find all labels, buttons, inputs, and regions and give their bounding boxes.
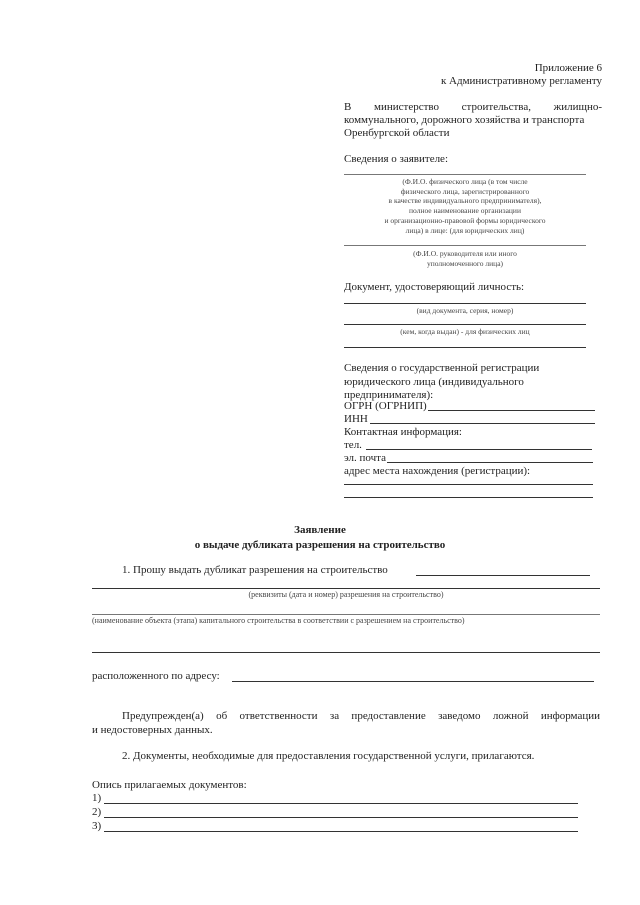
address-line-1[interactable] xyxy=(344,484,593,485)
representative-hint: (Ф.И.О. руководителя или иного уполномоченного лица) xyxy=(413,249,517,268)
id-doc-hint-2: (кем, когда выдан) - для физических лиц xyxy=(400,327,530,336)
email-field[interactable] xyxy=(387,462,593,463)
inventory-item-1: 1) xyxy=(92,792,102,804)
object-line-2[interactable] xyxy=(92,652,600,653)
document-title: Заявление xyxy=(294,524,346,536)
appendix-number: Приложение 6 xyxy=(534,62,602,74)
appendix-reference: к Административному регламенту xyxy=(440,75,602,87)
address-label: адрес места нахождения (регистрации): xyxy=(344,465,531,477)
id-doc-line-1[interactable] xyxy=(344,303,586,304)
id-doc-line-2[interactable] xyxy=(344,324,586,325)
inventory-item-3: 3) xyxy=(92,820,102,832)
inventory-heading: Опись прилагаемых документов: xyxy=(92,779,247,791)
email-label: эл. почта xyxy=(344,452,386,464)
located-label: расположенного по адресу: xyxy=(92,670,220,682)
id-doc-hint-1: (вид документа, серия, номер) xyxy=(416,306,514,315)
item2-text: 2. Документы, необходимые для предоставления государственной услуги, прилагаются. xyxy=(122,750,535,762)
applicant-name-hint: (Ф.И.О. физического лица (в том числе физического лица, зарегистрированного в качестве индивидуального предпринимателя), полное наименование организации и организационно-правовой формы юридического лица) в лице: (для юридических лиц) xyxy=(384,177,546,235)
registration-heading: Сведения о государственной регистрации юридического лица (индивидуального предпринимателя): xyxy=(344,362,540,401)
warning-line1: Предупрежден(а) об ответственности за предоставление заведомо ложной информации xyxy=(122,710,600,722)
id-doc-heading: Документ, удостоверяющий личность: xyxy=(344,281,525,293)
addressee-line1: В министерство строительства, жилищно- xyxy=(344,101,602,113)
inventory-item-2: 2) xyxy=(92,806,102,818)
permit-field[interactable] xyxy=(416,575,590,576)
applicant-name-line[interactable] xyxy=(344,174,586,175)
address-line-2[interactable] xyxy=(344,497,593,498)
phone-label: тел. xyxy=(344,439,362,451)
object-line[interactable] xyxy=(92,614,600,615)
location-field[interactable] xyxy=(232,681,594,682)
phone-field[interactable] xyxy=(366,449,592,450)
warning-line2: и недостоверных данных. xyxy=(92,724,213,736)
requisites-hint: (реквизиты (дата и номер) разрешения на строительство) xyxy=(248,590,444,599)
inn-label: ИНН xyxy=(344,413,368,425)
inventory-field-2[interactable] xyxy=(104,817,578,818)
representative-line[interactable] xyxy=(344,245,586,246)
document-subtitle: о выдаче дубликата разрешения на строительство xyxy=(194,539,446,551)
id-doc-line-3[interactable] xyxy=(344,347,586,348)
inn-field[interactable] xyxy=(370,423,595,424)
inventory-field-3[interactable] xyxy=(104,831,578,832)
item1-text: 1. Прошу выдать дубликат разрешения на строительство xyxy=(122,564,388,576)
requisites-line[interactable] xyxy=(92,588,600,589)
ogrn-label: ОГРН (ОГРНИП) xyxy=(344,400,427,412)
addressee-line2: коммунального, дорожного хозяйства и транспорта xyxy=(344,114,585,126)
contact-heading: Контактная информация: xyxy=(344,426,462,438)
applicant-heading: Сведения о заявителе: xyxy=(344,153,449,165)
addressee-line3: Оренбургской области xyxy=(344,127,450,139)
object-hint: (наименование объекта (этапа) капитального строительства в соответствии с разрешением на строительство) xyxy=(92,616,465,625)
ogrn-field[interactable] xyxy=(428,410,595,411)
inventory-field-1[interactable] xyxy=(104,803,578,804)
